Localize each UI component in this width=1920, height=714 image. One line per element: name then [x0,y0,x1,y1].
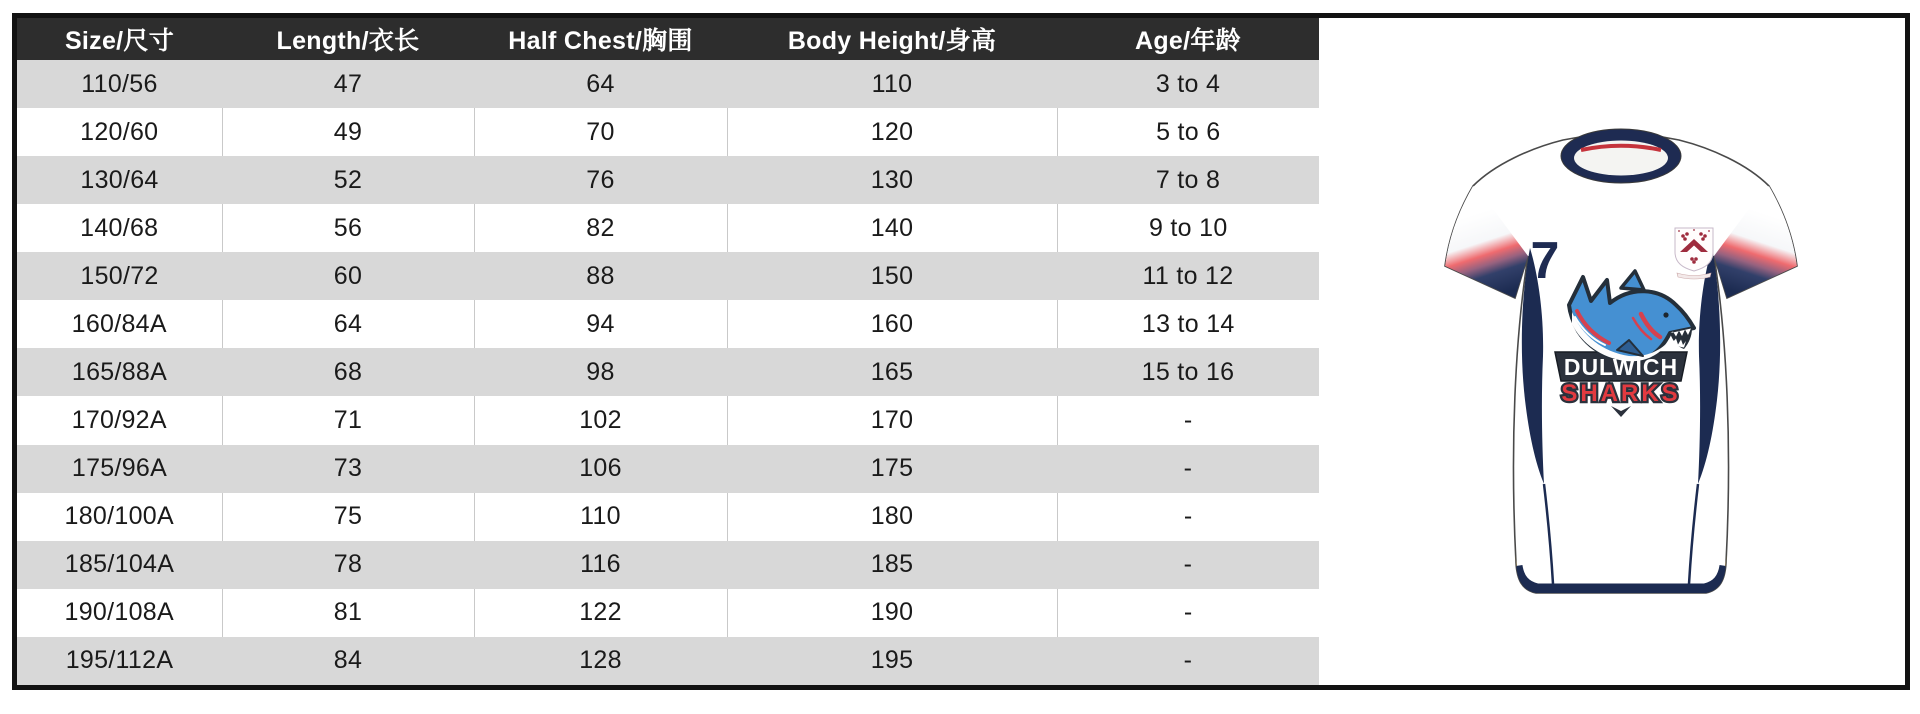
table-cell: - [1057,637,1319,685]
table-cell: 160/84A [17,300,222,348]
table-cell: 170 [727,396,1057,444]
shark-eye [1663,312,1668,317]
table-row [17,156,1319,204]
table-cell: 47 [222,60,474,108]
table-cell: 140/68 [17,204,222,252]
jersey-preview-panel [1319,18,1905,685]
column-header-half-chest: Half Chest/胸围 [474,18,727,60]
table-cell: 64 [474,60,727,108]
table-cell: 70 [474,108,727,156]
table-cell: 130 [727,156,1057,204]
table-row [17,60,1319,108]
table-cell: 116 [474,541,727,589]
table-row [17,300,1319,348]
table-cell: 56 [222,204,474,252]
table-cell: 120 [727,108,1057,156]
table-header [17,18,1319,60]
table-cell: 128 [474,637,727,685]
table-cell: 84 [222,637,474,685]
table-cell: 175 [727,445,1057,493]
table-cell: 88 [474,252,727,300]
table-cell: 52 [222,156,474,204]
table-cell: 75 [222,493,474,541]
table-cell: 170/92A [17,396,222,444]
table-cell: 106 [474,445,727,493]
table-cell: 185 [727,541,1057,589]
table-cell: 110 [727,60,1057,108]
table-cell: 68 [222,348,474,396]
table-cell: 73 [222,445,474,493]
table-cell: 195/112A [17,637,222,685]
table-cell: 195 [727,637,1057,685]
table-cell: 150 [727,252,1057,300]
table-header-row [17,18,1319,60]
jersey-image [1319,18,1905,685]
team-name-secondary: SHARKS [1561,380,1681,407]
table-cell: 165 [727,348,1057,396]
table-row [17,445,1319,493]
table-cell: 150/72 [17,252,222,300]
table-cell: - [1057,396,1319,444]
table-cell: 71 [222,396,474,444]
table-cell: 190 [727,589,1057,637]
table-cell: 81 [222,589,474,637]
column-header-body-height: Body Height/身高 [727,18,1057,60]
table-row [17,252,1319,300]
table-row [17,108,1319,156]
table-cell: 140 [727,204,1057,252]
table-cell: 165/88A [17,348,222,396]
table-row [17,589,1319,637]
table-row [17,541,1319,589]
table-cell: 122 [474,589,727,637]
table-cell: - [1057,445,1319,493]
size-chart-table [17,18,1319,685]
jersey-collar [1561,129,1681,183]
table-cell: 78 [222,541,474,589]
size-table-body [17,60,1319,685]
table-cell: 82 [474,204,727,252]
table-cell: 3 to 4 [1057,60,1319,108]
table-cell: 13 to 14 [1057,300,1319,348]
table-cell: 160 [727,300,1057,348]
table-row [17,204,1319,252]
table-cell: 5 to 6 [1057,108,1319,156]
table-cell: 7 to 8 [1057,156,1319,204]
column-header-length: Length/衣长 [222,18,474,60]
table-row [17,637,1319,685]
table-cell: - [1057,541,1319,589]
table-cell: 175/96A [17,445,222,493]
table-row [17,493,1319,541]
jersey-number: 7 [1530,232,1560,290]
size-chart-panel [12,13,1910,690]
table-cell: 64 [222,300,474,348]
table-cell: 94 [474,300,727,348]
table-row [17,396,1319,444]
table-cell: 110/56 [17,60,222,108]
table-cell: - [1057,589,1319,637]
table-cell: 49 [222,108,474,156]
table-cell: 120/60 [17,108,222,156]
table-cell: 60 [222,252,474,300]
table-cell: 98 [474,348,727,396]
table-cell: 190/108A [17,589,222,637]
table-cell: 130/64 [17,156,222,204]
table-cell: 180 [727,493,1057,541]
table-cell: 15 to 16 [1057,348,1319,396]
table-cell: 76 [474,156,727,204]
column-header-age: Age/年龄 [1057,18,1319,60]
table-cell: 180/100A [17,493,222,541]
table-cell: 110 [474,493,727,541]
table-cell: 102 [474,396,727,444]
team-name-primary: DULWICH [1563,354,1679,380]
table-cell: 185/104A [17,541,222,589]
table-cell: 11 to 12 [1057,252,1319,300]
column-header-size: Size/尺寸 [17,18,222,60]
table-cell: - [1057,493,1319,541]
table-cell: 9 to 10 [1057,204,1319,252]
table-row [17,348,1319,396]
